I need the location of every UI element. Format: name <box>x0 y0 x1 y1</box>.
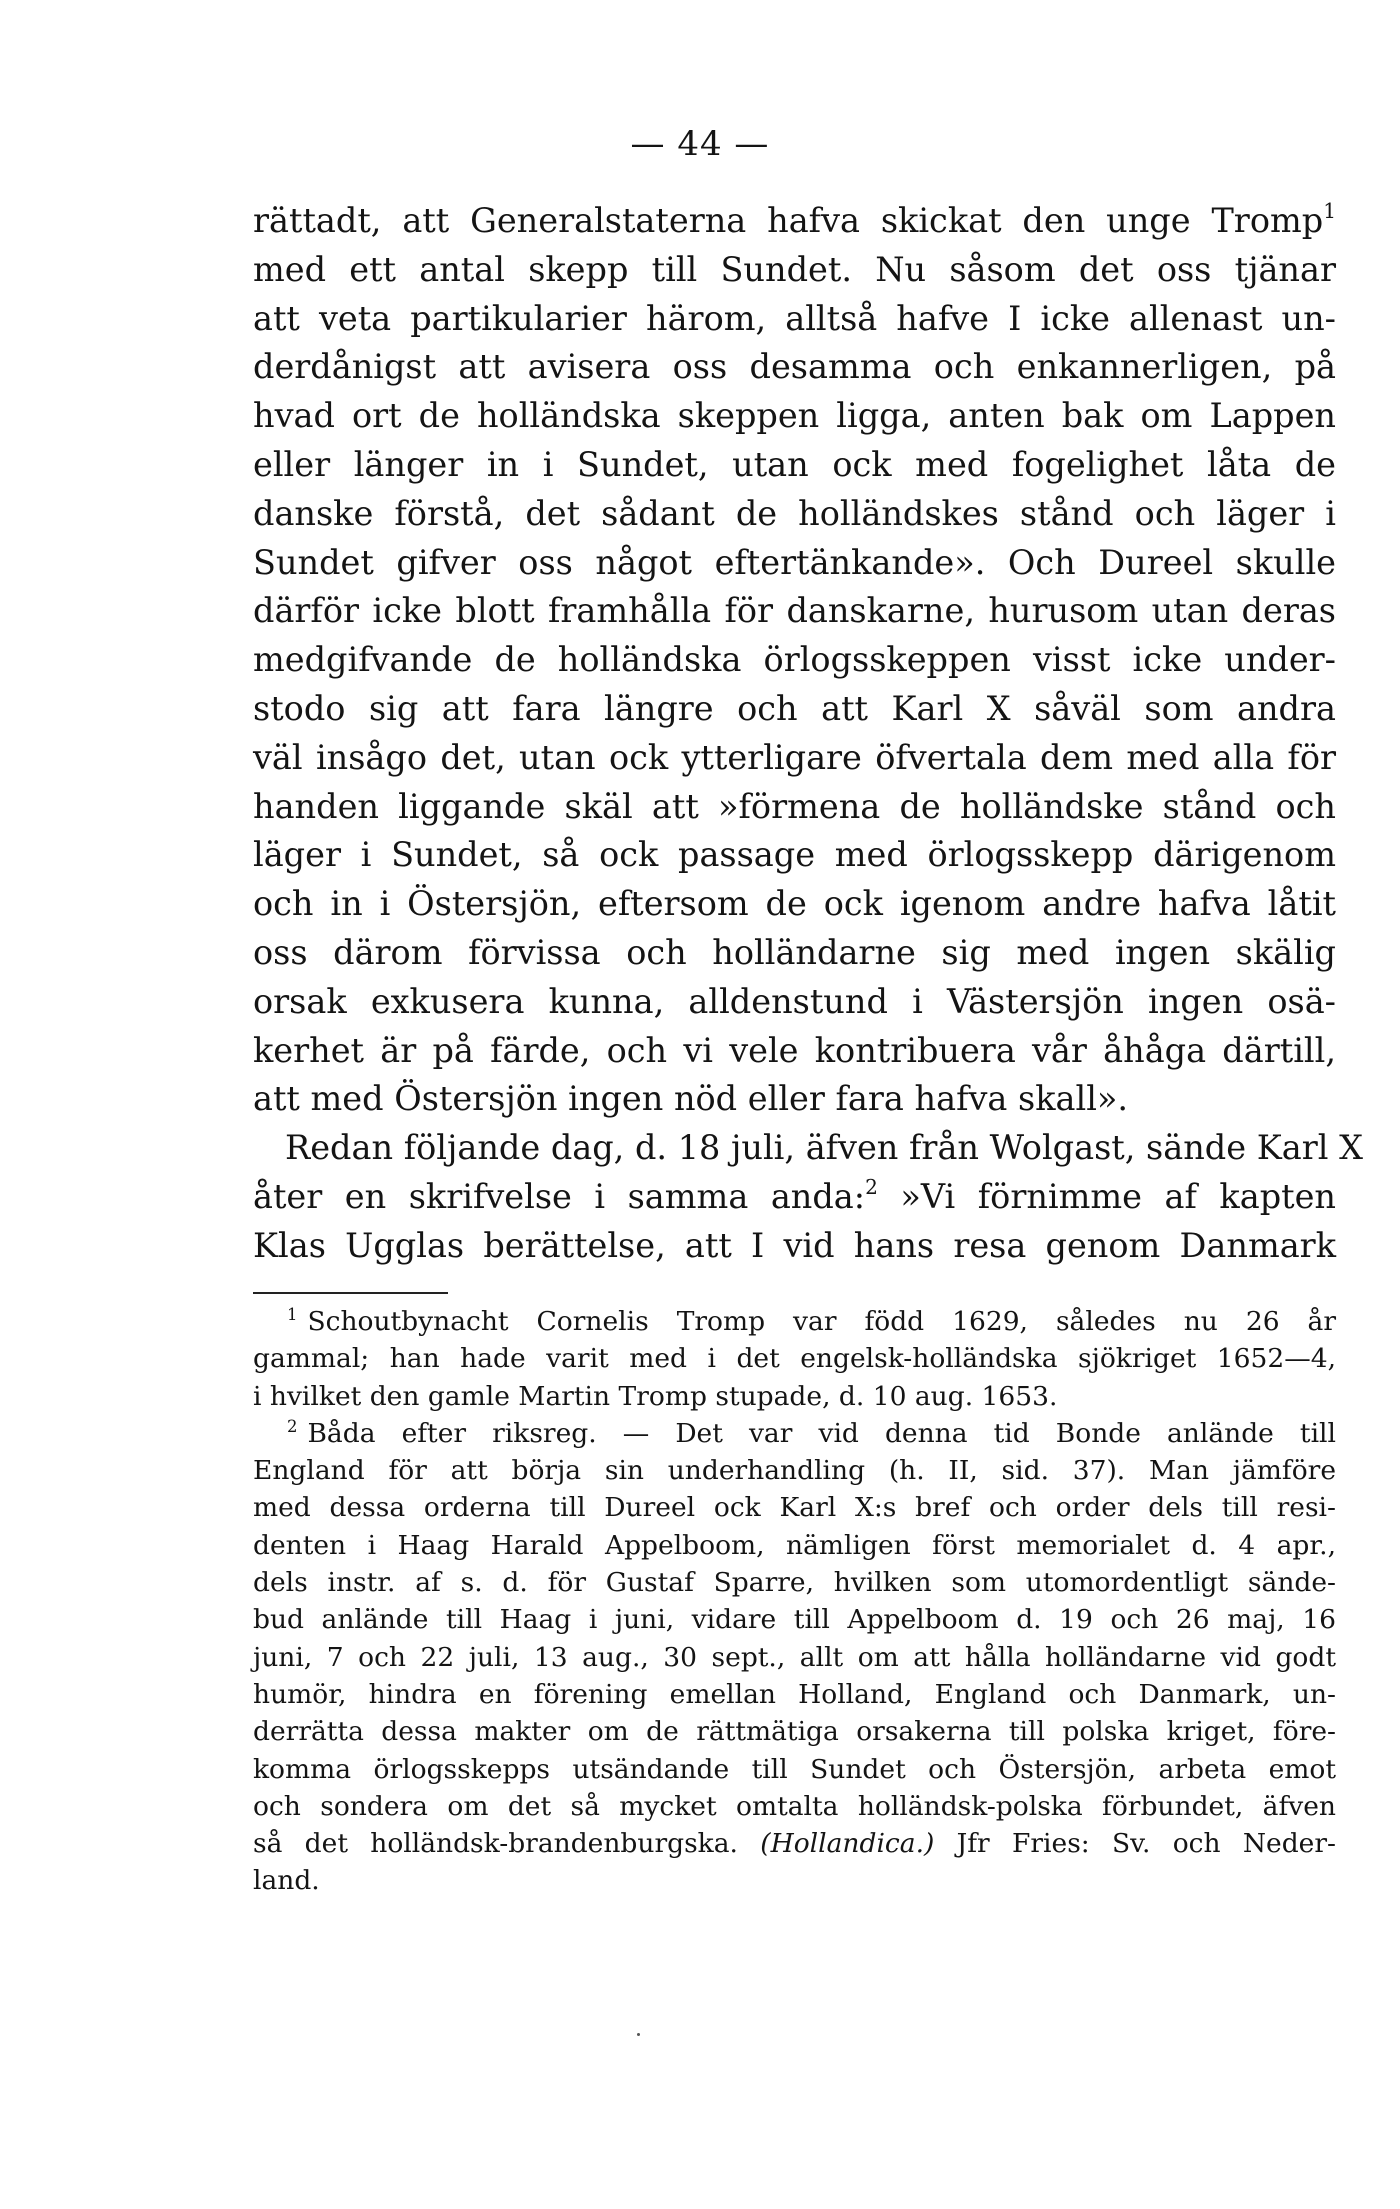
footnote-line <box>253 1452 1336 1489</box>
line-text: i hvilket den gamle Martin Tromp stupade, d. 10 aug. 1653. <box>253 1380 1058 1412</box>
line-text: danske förstå, det sådant de holländskes stånd och läger i <box>253 493 1336 533</box>
body-line <box>253 880 1336 929</box>
footnote-line <box>253 1415 1336 1452</box>
footnote-line <box>253 1601 1336 1638</box>
body-line <box>253 978 1336 1027</box>
footnote-line <box>253 1378 1336 1415</box>
footnote-line <box>253 1751 1336 1788</box>
line-text: orsak exkusera kunna, alldenstund i Västersjön ingen osä- <box>253 981 1336 1021</box>
line-text: Klas Ugglas berättelse, att I vid hans resa genom Danmark <box>253 1225 1336 1265</box>
body-line <box>253 636 1336 685</box>
body-line <box>253 246 1336 295</box>
footnotes <box>253 1303 1336 1900</box>
body-line <box>253 685 1336 734</box>
body-line <box>253 1124 1363 1173</box>
body-line <box>253 1027 1336 1076</box>
line-text: och in i Östersjön, eftersom de ock igenom andre hafva låtit <box>253 884 1336 924</box>
line-text: läger i Sundet, så ock passage med örlogsskepp därigenom <box>253 835 1336 875</box>
page-number: — 44 — <box>630 124 770 164</box>
body-line <box>253 295 1336 344</box>
footnote-separator <box>253 1292 448 1294</box>
line-text: med ett antal skepp till Sundet. Nu såsom det oss tjänar <box>253 249 1336 289</box>
line-text: denten i Haag Harald Appelboom, nämligen först memorialet d. 4 apr., <box>253 1529 1336 1561</box>
line-text: stodo sig att fara längre och att Karl X såväl som andra <box>253 688 1336 728</box>
footnote-line <box>253 1825 1336 1862</box>
line-text: rättadt, att Generalstaterna hafva skickat den unge Tromp <box>253 201 1324 240</box>
line-text: land. <box>253 1865 320 1897</box>
line-text: medgifvande de holländska örlogsskeppen visst icke under- <box>253 640 1336 680</box>
footnote-marker: 2 <box>287 1417 298 1437</box>
footnote-line <box>253 1788 1336 1825</box>
body-line <box>253 587 1336 636</box>
line-text: Sundet gifver oss något eftertänkande». Och Dureel skulle <box>253 542 1336 582</box>
line-text: juni, 7 och 22 juli, 13 aug., 30 sept., allt om att hålla holländarne vid godt <box>253 1641 1336 1673</box>
italic-source: (Hollandica.) <box>760 1828 935 1860</box>
footnote-line <box>253 1676 1336 1713</box>
line-text: oss därom förvissa och holländarne sig med ingen skälig <box>253 932 1336 972</box>
line-text: derdånigst att avisera oss desamma och enkannerligen, på <box>253 347 1336 387</box>
line-text: därför icke blott framhålla för danskarne, hurusom utan deras <box>253 591 1336 631</box>
footnote-reference: 2 <box>865 1174 878 1199</box>
line-text: hvad ort de holländska skeppen ligga, anten bak om Lappen <box>253 396 1336 436</box>
main-text <box>253 197 1363 1271</box>
line-text: dels instr. af s. d. för Gustaf Sparre, hvilken som utomordentligt sände- <box>253 1567 1336 1599</box>
line-text: och sondera om det så mycket omtalta holländsk-polska förbundet, äfven <box>253 1790 1336 1822</box>
line-text: så det holländsk-brandenburgska. <box>253 1828 738 1860</box>
body-line <box>253 783 1336 832</box>
line-text: kerhet är på färde, och vi vele kontribuera vår åhåga därtill, <box>253 1030 1336 1070</box>
body-line <box>253 831 1336 880</box>
footnote-line <box>253 1303 1336 1340</box>
line-text: väl insågo det, utan ock ytterligare öfvertala dem med alla för <box>253 737 1336 777</box>
print-speck <box>637 2033 640 2036</box>
body-line <box>253 539 1336 588</box>
footnote-marker: 1 <box>287 1305 298 1325</box>
body-line <box>253 197 1336 246</box>
body-line <box>253 929 1336 978</box>
line-text: Båda efter riksreg. — Det var vid denna tid Bonde anlände till <box>307 1417 1336 1449</box>
line-text: Redan följande dag, d. 18 juli, äfven från Wolgast, sände Karl X <box>285 1128 1363 1168</box>
line-text-continued: »Vi förnimme af kapten <box>877 1176 1336 1216</box>
line-text: gammal; han hade varit med i det engelsk-holländska sjökriget 1652—4, <box>253 1343 1336 1375</box>
body-line <box>253 490 1336 539</box>
line-text: komma örlogsskepps utsändande till Sundet och Östersjön, arbeta emot <box>253 1753 1336 1785</box>
footnote-line <box>253 1713 1336 1750</box>
line-text: England för att börja sin underhandling (h. II, sid. 37). Man jämföre <box>253 1455 1336 1487</box>
body-line <box>253 734 1336 783</box>
body-line <box>253 441 1336 490</box>
footnote-line <box>253 1527 1336 1564</box>
line-text-continued: Jfr Fries: Sv. och Neder- <box>934 1828 1336 1860</box>
line-text: eller länger in i Sundet, utan ock med fogelighet låta de <box>253 444 1336 484</box>
body-line <box>253 1173 1336 1222</box>
footnote-line <box>253 1340 1336 1377</box>
line-text: att med Östersjön ingen nöd eller fara hafva skall». <box>253 1079 1129 1119</box>
footnote-reference: 1 <box>1323 198 1336 223</box>
footnote-line <box>253 1639 1336 1676</box>
line-text: Schoutbynacht Cornelis Tromp var född 1629, således nu 26 år <box>307 1306 1336 1337</box>
line-text: derrätta dessa makter om de rättmätiga orsakerna till polska kriget, före- <box>253 1716 1336 1748</box>
line-text: åter en skrifvelse i samma anda: <box>253 1176 866 1216</box>
line-text: bud anlände till Haag i juni, vidare till Appelboom d. 19 och 26 maj, 16 <box>253 1604 1336 1636</box>
line-text: med dessa orderna till Dureel ock Karl X:s bref och order dels till resi- <box>253 1492 1336 1524</box>
footnote-line <box>253 1489 1336 1526</box>
footnote-line <box>253 1862 1336 1899</box>
footnote-line <box>253 1564 1336 1601</box>
line-text: humör, hindra en förening emellan Holland, England och Danmark, un- <box>253 1678 1336 1710</box>
body-line <box>253 392 1336 441</box>
line-text: att veta partikularier härom, alltså hafve I icke allenast un- <box>253 298 1336 338</box>
body-line <box>253 343 1336 392</box>
body-line <box>253 1075 1336 1124</box>
line-text: handen liggande skäl att »förmena de holländske stånd och <box>253 786 1336 826</box>
body-line <box>253 1222 1336 1271</box>
